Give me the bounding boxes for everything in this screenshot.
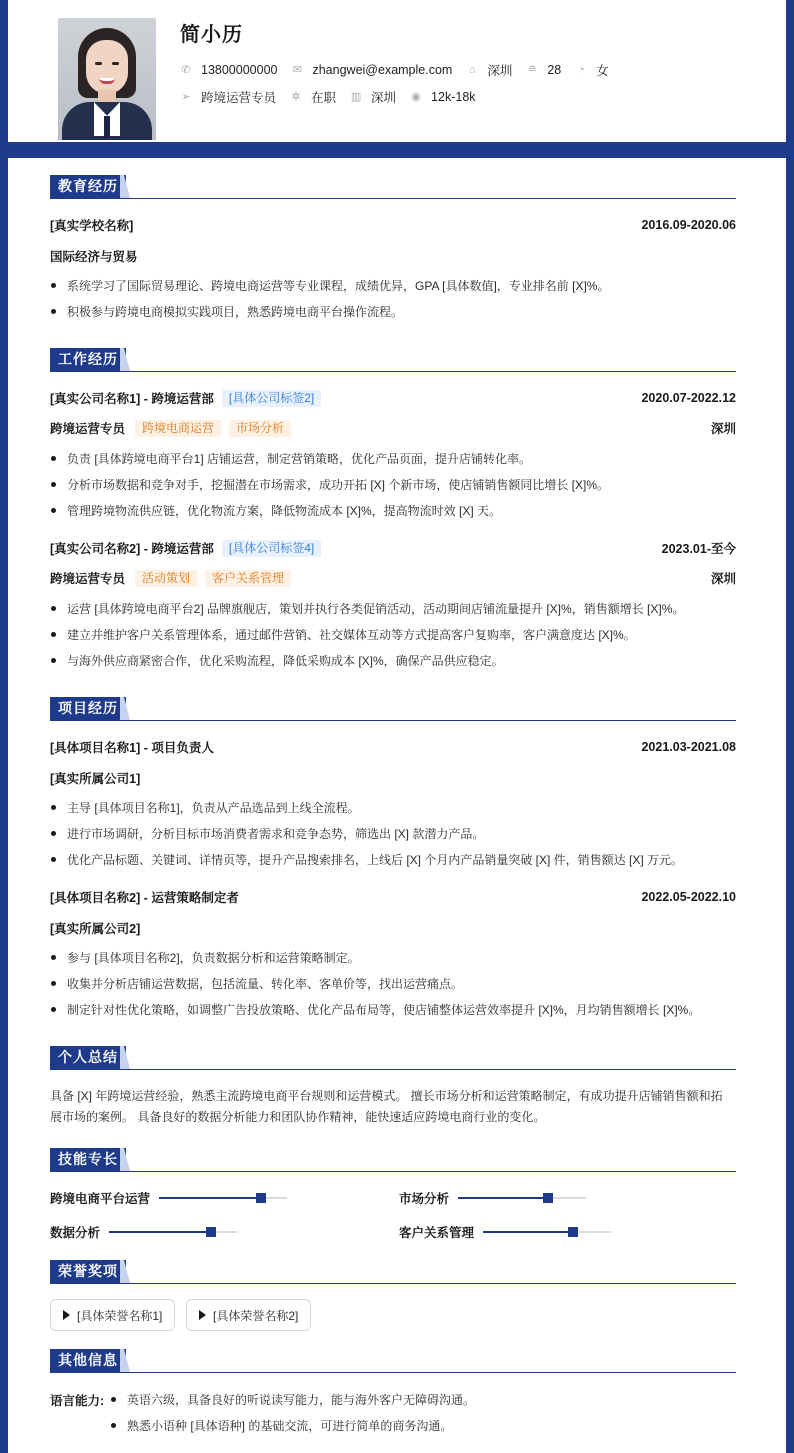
education-date: 2016.09-2020.06 <box>641 218 736 232</box>
skill-level-knob <box>543 1193 553 1203</box>
section-title: 工作经历 <box>50 348 126 371</box>
list-item: 建立并维护客户关系管理体系，通过邮件营销、社交媒体互动等方式提高客户复购率，客户满意度达 [X]%。 <box>50 626 736 643</box>
skill-level-bar <box>159 1197 287 1199</box>
city-info <box>466 61 512 79</box>
gender-info <box>575 61 609 79</box>
summary-line: 具备 [X] 年跨境运营经验，熟悉主流跨境电商平台规则和运营模式。 擅长市场分析和运营策略制定，有成功提升店铺销售额和拓 <box>50 1089 723 1103</box>
skill-level-knob <box>206 1227 216 1237</box>
list-item: 优化产品标题、关键词、详情页等，提升产品搜索排名，上线后 [X] 个月内产品销量突破 [X] 件，销售额达 [X] 万元。 <box>50 851 736 868</box>
work-role-row <box>50 419 736 437</box>
summary-section-header <box>50 1046 736 1070</box>
target-city-value: 深圳 <box>371 91 397 105</box>
email-value: zhangwei@example.com <box>312 63 453 77</box>
play-icon <box>199 1310 206 1320</box>
skill-level-knob <box>568 1227 578 1237</box>
city-value: 深圳 <box>487 64 513 78</box>
skill-item <box>399 1223 611 1241</box>
resume-body <box>8 158 786 1453</box>
cake-icon: ≘ <box>527 64 537 76</box>
section-title: 个人总结 <box>50 1046 126 1069</box>
job-intent-row <box>180 88 490 106</box>
list-item: 积极参与跨境电商模拟实践项目，熟悉跨境电商平台操作流程。 <box>50 303 736 320</box>
age-info <box>526 63 561 77</box>
work-date: 2023.01-至今 <box>661 542 736 556</box>
summary-line: 展市场的案例。 具备良好的数据分析能力和团队协作精神，能快速适应跨境电商行业的变化。 <box>50 1110 546 1124</box>
skill-tag: 客户关系管理 <box>205 570 291 587</box>
section-title: 教育经历 <box>50 175 126 198</box>
skill-tag: 跨境电商运营 <box>135 420 221 437</box>
projects-section-header <box>50 697 736 721</box>
skill-name: 市场分析 <box>399 1192 450 1206</box>
list-item: 负责 [具体跨境电商平台1] 店铺运营，制定营销策略，优化产品页面，提升店铺转化率。 <box>50 450 736 467</box>
list-item: 收集并分析店铺运营数据，包括流量、转化率、客单价等，找出运营痛点。 <box>50 975 736 992</box>
other-section-header <box>50 1349 736 1373</box>
skill-level-bar <box>458 1197 586 1199</box>
contact-row <box>180 61 623 79</box>
major: 国际经济与贸易 <box>50 250 138 264</box>
school-name: [真实学校名称] <box>50 219 134 233</box>
candidate-name: 简小历 <box>180 24 243 46</box>
skill-level-bar <box>483 1231 611 1233</box>
skill-name: 数据分析 <box>50 1226 101 1240</box>
summary-text <box>50 1086 736 1128</box>
age-value: 28 <box>547 63 562 77</box>
skill-name: 客户关系管理 <box>399 1226 475 1240</box>
home-icon: ⌂ <box>469 64 476 76</box>
project-company: [真实所属公司2] <box>50 922 141 936</box>
list-item: 分析市场数据和竞争对手，挖掘潜在市场需求，成功开拓 [X] 个新市场，使店铺销售额同比增长 [X]%。 <box>50 476 736 493</box>
work-date: 2020.07-2022.12 <box>641 391 736 405</box>
list-item: 熟悉小语种 [具体语种] 的基础交流，可进行简单的商务沟通。 <box>110 1417 730 1434</box>
project-date: 2022.05-2022.10 <box>641 890 736 904</box>
target-city-info <box>350 88 396 106</box>
skill-level-knob <box>256 1193 266 1203</box>
job-title-value: 跨境运营专员 <box>201 91 277 105</box>
company-tag: [具体公司标签2] <box>222 390 321 407</box>
education-row <box>50 216 736 234</box>
mail-icon: ✉ <box>292 64 303 76</box>
gender-icon: ◔ <box>577 64 585 76</box>
list-item: 运营 [具体跨境电商平台2] 品牌旗舰店，策划并执行各类促销活动，活动期间店铺流量提升 [X]%，销售额增长 [X]%。 <box>50 600 736 617</box>
work-section-header <box>50 348 736 372</box>
send-icon: ➢ <box>181 91 191 103</box>
education-section-header <box>50 175 736 199</box>
work-location: 深圳 <box>710 572 736 586</box>
award-name: [具体荣誉名称1] <box>77 1308 163 1323</box>
list-item: 系统学习了国际贸易理论、跨境电商运营等专业课程，成绩优异，GPA [具体数值]，专业排名前 [X]%。 <box>50 277 736 294</box>
skill-tag: 市场分析 <box>229 420 291 437</box>
awards-list <box>50 1299 736 1333</box>
profile-photo <box>58 18 156 140</box>
project-row <box>50 738 736 756</box>
project-company: [真实所属公司1] <box>50 772 141 786</box>
work-company-row <box>50 539 736 557</box>
role-title: 跨境运营专员 <box>50 422 126 436</box>
skills-section-header <box>50 1148 736 1172</box>
list-item: 主导 [具体项目名称1]，负责从产品选品到上线全流程。 <box>50 799 736 816</box>
project-title: [具体项目名称2] - 运营策略制定者 <box>50 891 239 905</box>
job-title-info <box>180 88 276 106</box>
phone-icon: ✆ <box>181 64 191 76</box>
skill-level-bar <box>109 1231 237 1233</box>
status-info <box>290 88 336 106</box>
work-role-row <box>50 569 736 587</box>
skill-item <box>399 1189 586 1207</box>
project-date: 2021.03-2021.08 <box>641 740 736 754</box>
play-icon <box>63 1310 70 1320</box>
status-value: 在职 <box>311 91 337 105</box>
language-label: 语言能力: <box>50 1394 105 1408</box>
phone-value: 13800000000 <box>201 63 278 77</box>
salary-value: 12k-18k <box>431 90 476 104</box>
company-name: [真实公司名称1] - 跨境运营部 <box>50 392 214 406</box>
skill-name: 跨境电商平台运营 <box>50 1192 151 1206</box>
section-title: 荣誉奖项 <box>50 1260 126 1283</box>
phone-info <box>180 63 277 77</box>
list-item: 进行市场调研，分析目标市场消费者需求和竞争态势，筛选出 [X] 款潜力产品。 <box>50 825 736 842</box>
list-item: 英语六级，具备良好的听说读写能力，能与海外客户无障碍沟通。 <box>110 1391 730 1408</box>
email-info <box>291 63 452 77</box>
resume-header <box>0 0 794 150</box>
company-tag: [具体公司标签4] <box>222 540 321 557</box>
building-icon: ▥ <box>350 91 362 103</box>
project-row <box>50 888 736 906</box>
work-company-row <box>50 389 736 407</box>
skill-item <box>50 1189 287 1207</box>
section-title: 技能专长 <box>50 1148 126 1171</box>
gear-icon: ✲ <box>291 91 301 103</box>
list-item: 制定针对性优化策略，如调整广告投放策略、优化产品布局等，使店铺整体运营效率提升 [X]%，月均销售额增长 [X]%。 <box>50 1001 736 1018</box>
award-button[interactable] <box>186 1299 311 1331</box>
award-button[interactable] <box>50 1299 175 1331</box>
company-name: [真实公司名称2] - 跨境运营部 <box>50 542 214 556</box>
money-icon: ◉ <box>411 91 421 103</box>
section-title: 其他信息 <box>50 1349 126 1372</box>
section-title: 项目经历 <box>50 697 126 720</box>
project-title: [具体项目名称1] - 项目负责人 <box>50 741 214 755</box>
award-name: [具体荣誉名称2] <box>213 1308 299 1323</box>
skill-tag: 活动策划 <box>135 570 197 587</box>
skill-item <box>50 1223 237 1241</box>
salary-info <box>410 90 475 104</box>
gender-value: 女 <box>596 64 609 78</box>
list-item: 管理跨境物流供应链，优化物流方案，降低物流成本 [X]%，提高物流时效 [X] 天。 <box>50 502 736 519</box>
list-item: 参与 [具体项目名称2]，负责数据分析和运营策略制定。 <box>50 949 736 966</box>
work-location: 深圳 <box>710 422 736 436</box>
list-item: 与海外供应商紧密合作，优化采购流程，降低采购成本 [X]%，确保产品供应稳定。 <box>50 652 736 669</box>
role-title: 跨境运营专员 <box>50 572 126 586</box>
awards-section-header <box>50 1260 736 1284</box>
